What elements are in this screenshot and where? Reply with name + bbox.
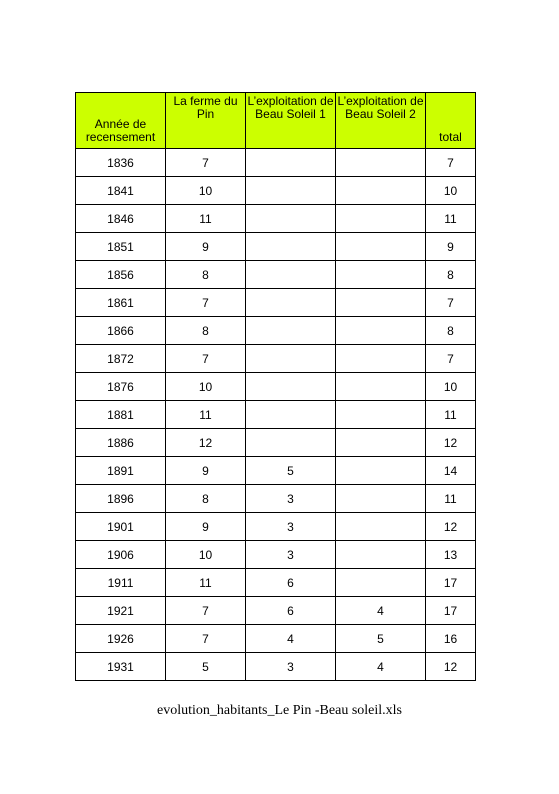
ferme-du-pin-cell: 7	[166, 289, 246, 317]
beau-soleil-2-cell	[336, 289, 426, 317]
year-cell: 1851	[76, 233, 166, 261]
beau-soleil-2-cell	[336, 345, 426, 373]
total-cell: 8	[426, 317, 476, 345]
total-cell: 14	[426, 457, 476, 485]
beau-soleil-1-cell: 3	[246, 541, 336, 569]
population-table	[75, 92, 476, 681]
ferme-du-pin-cell: 7	[166, 149, 246, 177]
total-cell: 11	[426, 401, 476, 429]
beau-soleil-1-cell	[246, 429, 336, 457]
table-row	[76, 485, 476, 513]
population-table-wrapper	[75, 92, 476, 681]
header-beau-soleil-1: L’exploitation de Beau Soleil 1	[246, 93, 336, 149]
total-cell: 17	[426, 569, 476, 597]
total-cell: 11	[426, 205, 476, 233]
table-body	[76, 149, 476, 681]
year-cell: 1861	[76, 289, 166, 317]
year-cell: 1901	[76, 513, 166, 541]
beau-soleil-1-cell	[246, 345, 336, 373]
ferme-du-pin-cell: 8	[166, 317, 246, 345]
beau-soleil-2-cell	[336, 149, 426, 177]
beau-soleil-1-cell	[246, 289, 336, 317]
year-cell: 1846	[76, 205, 166, 233]
table-row	[76, 625, 476, 653]
table-header-row	[76, 93, 476, 149]
beau-soleil-2-cell: 4	[336, 653, 426, 681]
total-cell: 10	[426, 373, 476, 401]
beau-soleil-2-cell	[336, 205, 426, 233]
ferme-du-pin-cell: 5	[166, 653, 246, 681]
file-caption: evolution_habitants_Le Pin -Beau soleil.xls	[157, 703, 402, 718]
beau-soleil-1-cell: 3	[246, 653, 336, 681]
year-cell: 1906	[76, 541, 166, 569]
beau-soleil-2-cell	[336, 261, 426, 289]
beau-soleil-1-cell: 6	[246, 569, 336, 597]
ferme-du-pin-cell: 9	[166, 513, 246, 541]
beau-soleil-1-cell	[246, 373, 336, 401]
table-row	[76, 373, 476, 401]
ferme-du-pin-cell: 9	[166, 457, 246, 485]
year-cell: 1896	[76, 485, 166, 513]
ferme-du-pin-cell: 8	[166, 485, 246, 513]
year-cell: 1931	[76, 653, 166, 681]
total-cell: 12	[426, 653, 476, 681]
ferme-du-pin-cell: 10	[166, 177, 246, 205]
table-row	[76, 569, 476, 597]
header-census-year: Année de recensement	[76, 93, 166, 149]
total-cell: 9	[426, 233, 476, 261]
beau-soleil-1-cell	[246, 317, 336, 345]
header-total: total	[426, 93, 476, 149]
table-row	[76, 429, 476, 457]
ferme-du-pin-cell: 10	[166, 541, 246, 569]
ferme-du-pin-cell: 7	[166, 625, 246, 653]
year-cell: 1921	[76, 597, 166, 625]
ferme-du-pin-cell: 7	[166, 345, 246, 373]
table-row	[76, 653, 476, 681]
beau-soleil-2-cell	[336, 429, 426, 457]
beau-soleil-2-cell: 4	[336, 597, 426, 625]
header-ferme-du-pin: La ferme du Pin	[166, 93, 246, 149]
ferme-du-pin-cell: 12	[166, 429, 246, 457]
total-cell: 8	[426, 261, 476, 289]
beau-soleil-1-cell: 3	[246, 485, 336, 513]
beau-soleil-2-cell	[336, 317, 426, 345]
total-cell: 7	[426, 149, 476, 177]
year-cell: 1881	[76, 401, 166, 429]
total-cell: 12	[426, 429, 476, 457]
year-cell: 1926	[76, 625, 166, 653]
beau-soleil-2-cell	[336, 485, 426, 513]
ferme-du-pin-cell: 8	[166, 261, 246, 289]
total-cell: 13	[426, 541, 476, 569]
beau-soleil-2-cell	[336, 177, 426, 205]
beau-soleil-1-cell	[246, 177, 336, 205]
table-row	[76, 261, 476, 289]
total-cell: 11	[426, 485, 476, 513]
table-row	[76, 205, 476, 233]
beau-soleil-1-cell	[246, 401, 336, 429]
table-row	[76, 345, 476, 373]
beau-soleil-1-cell	[246, 233, 336, 261]
beau-soleil-1-cell	[246, 149, 336, 177]
ferme-du-pin-cell: 10	[166, 373, 246, 401]
table-row	[76, 233, 476, 261]
beau-soleil-2-cell	[336, 233, 426, 261]
year-cell: 1866	[76, 317, 166, 345]
table-row	[76, 289, 476, 317]
beau-soleil-2-cell	[336, 373, 426, 401]
year-cell: 1836	[76, 149, 166, 177]
total-cell: 17	[426, 597, 476, 625]
year-cell: 1911	[76, 569, 166, 597]
table-row	[76, 149, 476, 177]
beau-soleil-2-cell	[336, 569, 426, 597]
year-cell: 1876	[76, 373, 166, 401]
beau-soleil-2-cell	[336, 457, 426, 485]
beau-soleil-1-cell: 5	[246, 457, 336, 485]
beau-soleil-1-cell: 3	[246, 513, 336, 541]
year-cell: 1886	[76, 429, 166, 457]
beau-soleil-1-cell	[246, 261, 336, 289]
total-cell: 7	[426, 345, 476, 373]
table-row	[76, 401, 476, 429]
ferme-du-pin-cell: 9	[166, 233, 246, 261]
total-cell: 10	[426, 177, 476, 205]
table-row	[76, 513, 476, 541]
beau-soleil-2-cell	[336, 513, 426, 541]
total-cell: 7	[426, 289, 476, 317]
table-row	[76, 177, 476, 205]
total-cell: 12	[426, 513, 476, 541]
header-beau-soleil-2: L’exploitation de Beau Soleil 2	[336, 93, 426, 149]
year-cell: 1856	[76, 261, 166, 289]
year-cell: 1872	[76, 345, 166, 373]
beau-soleil-1-cell: 6	[246, 597, 336, 625]
table-row	[76, 317, 476, 345]
year-cell: 1891	[76, 457, 166, 485]
ferme-du-pin-cell: 7	[166, 597, 246, 625]
beau-soleil-2-cell: 5	[336, 625, 426, 653]
beau-soleil-2-cell	[336, 401, 426, 429]
ferme-du-pin-cell: 11	[166, 205, 246, 233]
beau-soleil-1-cell: 4	[246, 625, 336, 653]
beau-soleil-1-cell	[246, 205, 336, 233]
total-cell: 16	[426, 625, 476, 653]
table-row	[76, 541, 476, 569]
ferme-du-pin-cell: 11	[166, 569, 246, 597]
year-cell: 1841	[76, 177, 166, 205]
table-row	[76, 457, 476, 485]
table-row	[76, 597, 476, 625]
ferme-du-pin-cell: 11	[166, 401, 246, 429]
beau-soleil-2-cell	[336, 541, 426, 569]
